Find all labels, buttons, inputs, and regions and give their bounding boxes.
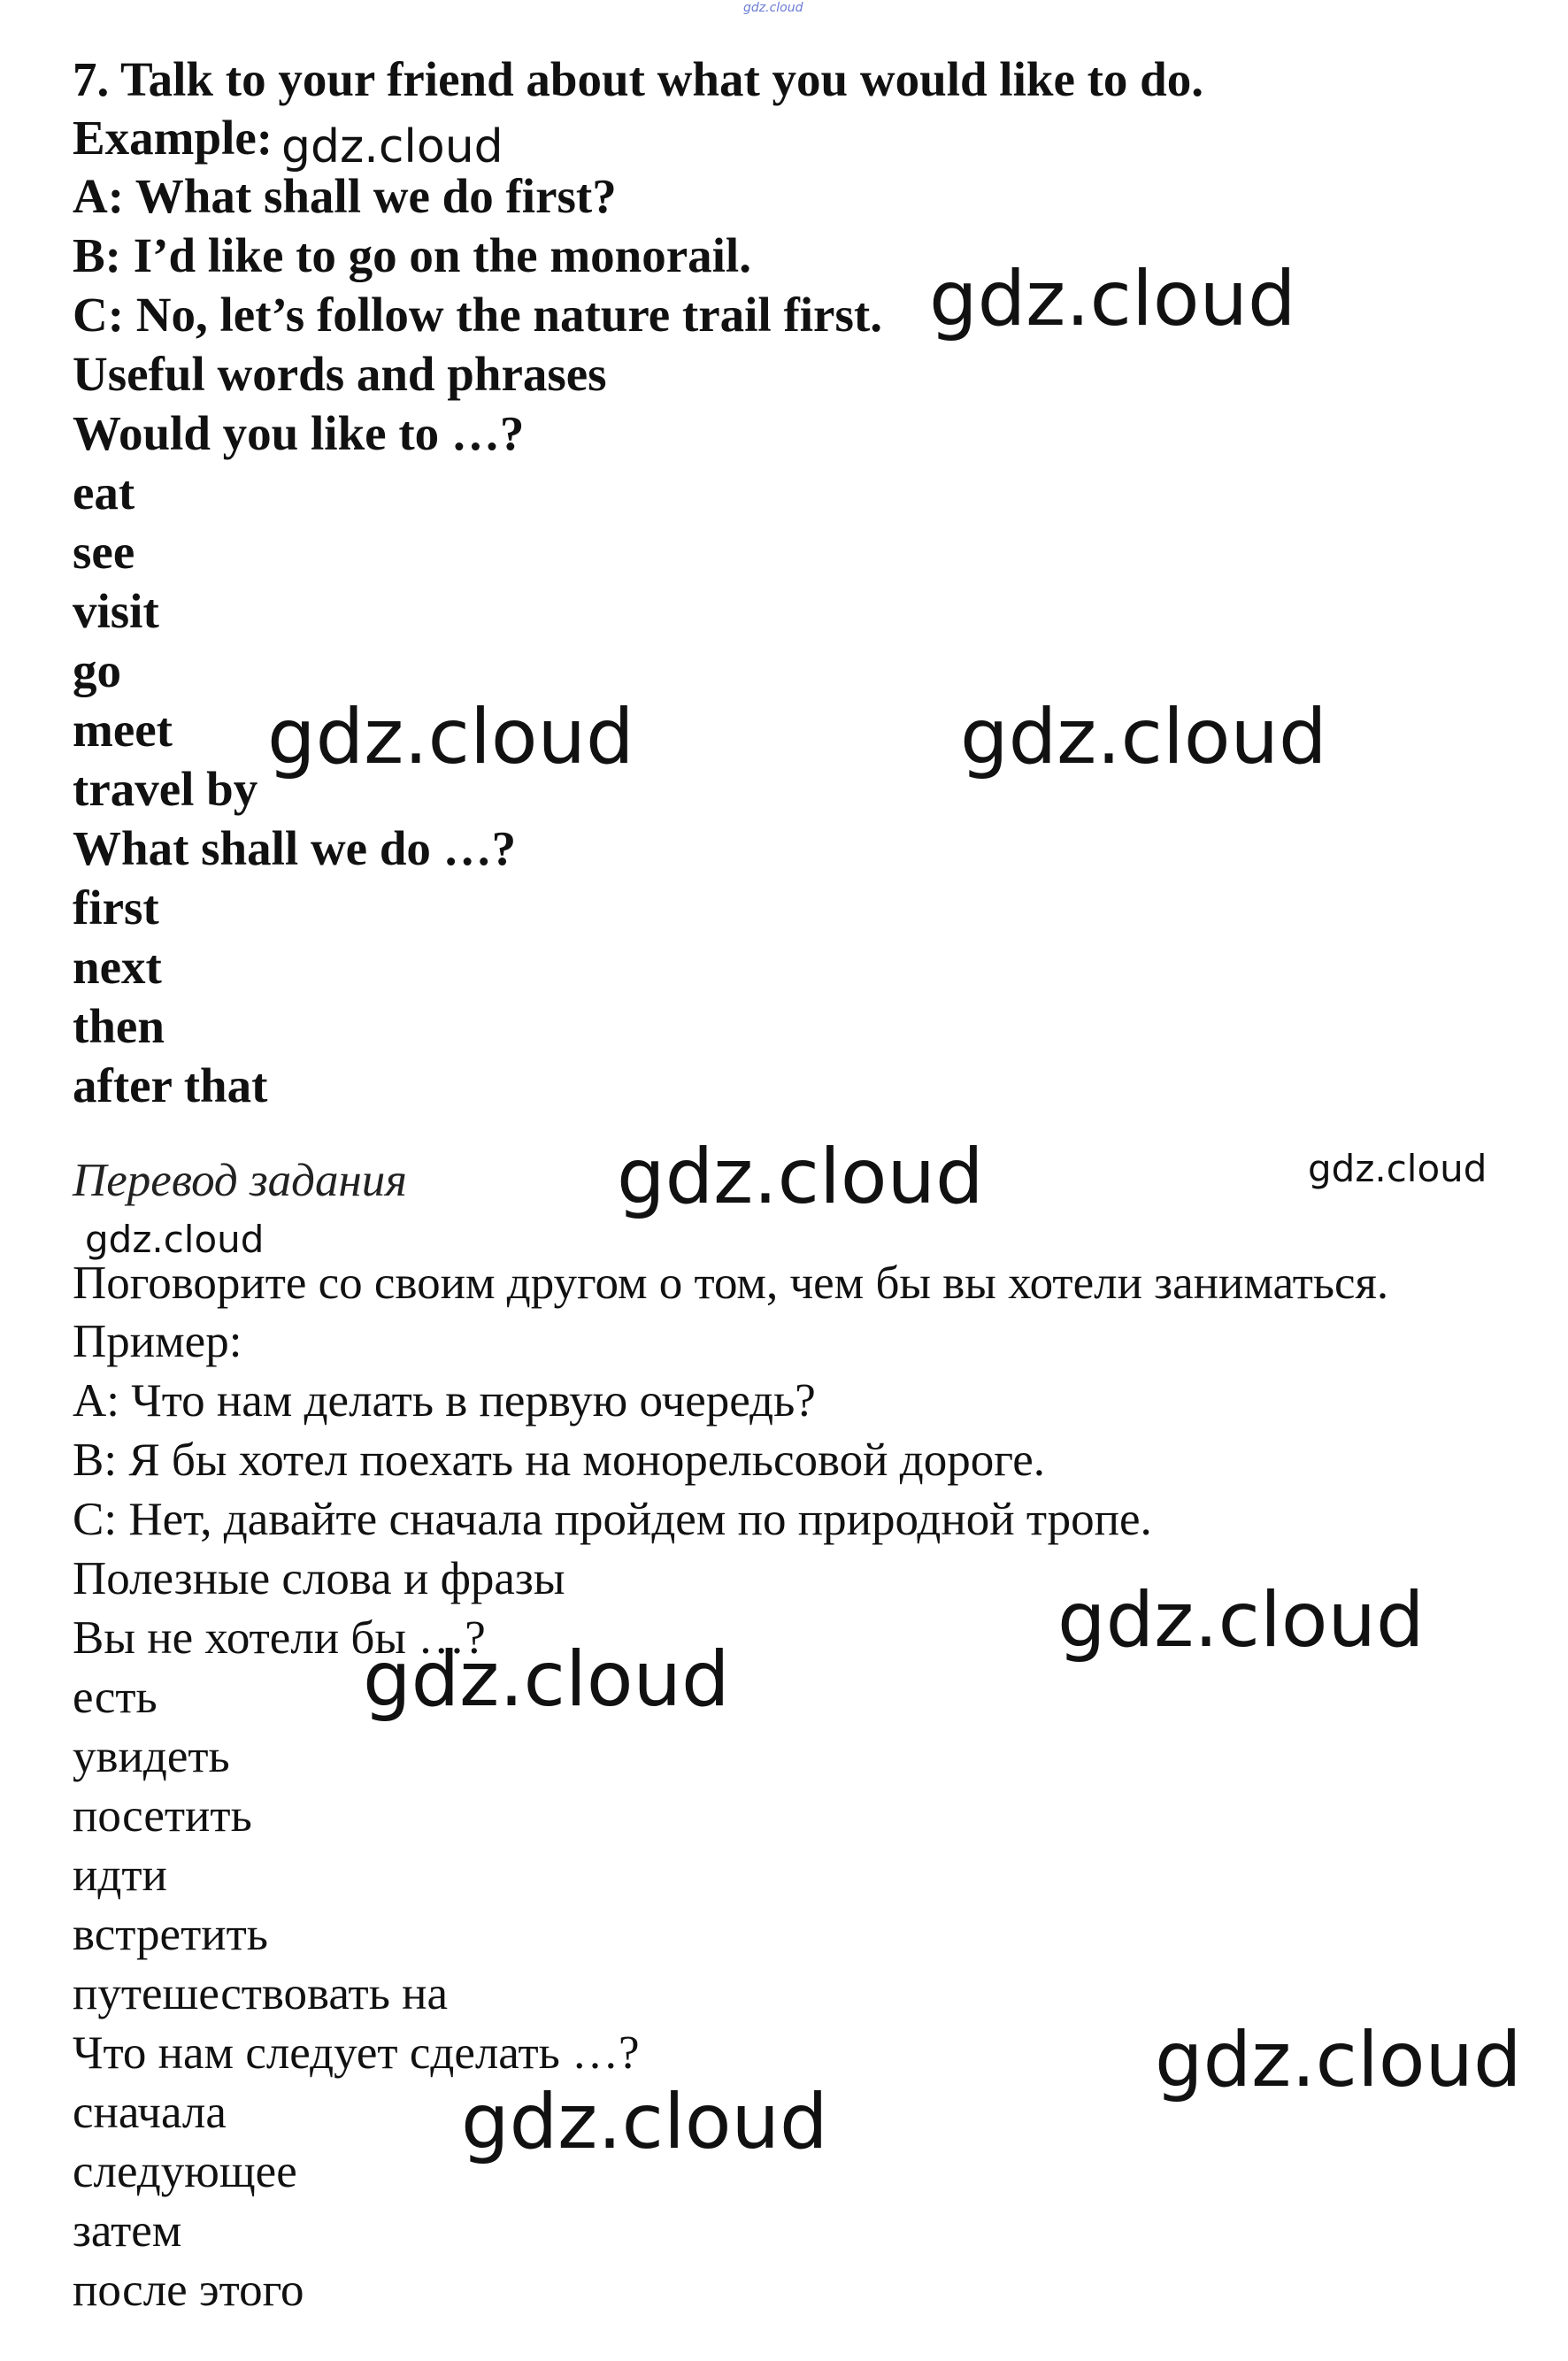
sequence-item: then	[73, 999, 165, 1053]
verb-item: see	[73, 525, 135, 579]
ru-question-what: Что нам следует сделать …?	[73, 2027, 640, 2079]
translation-label: Перевод задания	[73, 1155, 407, 1206]
dialog-line-b: B: I’d like to go on the monorail.	[73, 228, 751, 282]
ru-verb-item: есть	[73, 1672, 158, 1723]
ru-verb-item: путешествовать на	[73, 1968, 448, 2019]
sequence-item: after that	[73, 1058, 268, 1112]
exercise-heading: 7. Talk to your friend about what you would like to do.	[73, 52, 1204, 106]
question-would-you-like: Would you like to …?	[73, 406, 525, 460]
ru-dialog-line-c: C: Нет, давайте сначала пройдем по природной тропе.	[73, 1494, 1152, 1545]
ru-sequence-item: затем	[73, 2205, 182, 2257]
verb-item: meet	[73, 703, 173, 757]
watermark: gdz.cloud	[1057, 1576, 1425, 1665]
watermark: gdz.cloud	[1155, 2016, 1522, 2104]
question-what-shall: What shall we do …?	[73, 821, 517, 875]
watermark: gdz.cloud	[363, 1635, 730, 1724]
ru-sequence-item: следующее	[73, 2146, 297, 2197]
verb-item: visit	[73, 584, 159, 638]
watermark: gdz.cloud	[281, 120, 503, 173]
watermark: gdz.cloud	[267, 693, 634, 781]
ru-dialog-line-a: A: Что нам делать в первую очередь?	[73, 1375, 816, 1427]
dialog-line-a: A: What shall we do first?	[73, 169, 617, 223]
ru-sequence-item: после этого	[73, 2265, 304, 2316]
useful-phrases-title: Useful words and phrases	[73, 347, 607, 401]
dialog-line-c: C: No, let’s follow the nature trail first.	[73, 288, 882, 342]
verb-item: eat	[73, 465, 135, 519]
watermark: gdz.cloud	[617, 1133, 984, 1221]
sequence-item: next	[73, 940, 162, 994]
ru-verb-item: посетить	[73, 1790, 252, 1842]
ru-useful-title: Полезные слова и фразы	[73, 1553, 565, 1604]
ru-question-would: Вы не хотели бы …?	[73, 1612, 486, 1664]
ru-verb-item: идти	[73, 1850, 167, 1901]
ru-verb-item: встретить	[73, 1909, 268, 1960]
watermark: gdz.cloud	[1308, 1147, 1487, 1190]
example-label: Example:	[73, 111, 273, 165]
watermark: gdz.cloud	[960, 693, 1327, 781]
ru-dialog-line-b: B: Я бы хотел поехать на монорельсовой дороге.	[73, 1434, 1046, 1486]
ru-verb-item: увидеть	[73, 1731, 230, 1782]
verb-item: go	[73, 643, 121, 697]
sequence-item: first	[73, 881, 159, 934]
ru-sequence-item: сначала	[73, 2087, 227, 2138]
watermark: gdz.cloud	[929, 255, 1296, 343]
ru-instruction: Поговорите со своим другом о том, чем бы вы хотели заниматься.	[73, 1257, 1389, 1309]
watermark: gdz.cloud	[85, 1218, 265, 1261]
ru-example-label: Пример:	[73, 1316, 242, 1367]
watermark: gdz.cloud	[461, 2078, 828, 2166]
watermark-top: gdz.cloud	[743, 1, 803, 15]
verb-item: travel by	[73, 762, 258, 816]
